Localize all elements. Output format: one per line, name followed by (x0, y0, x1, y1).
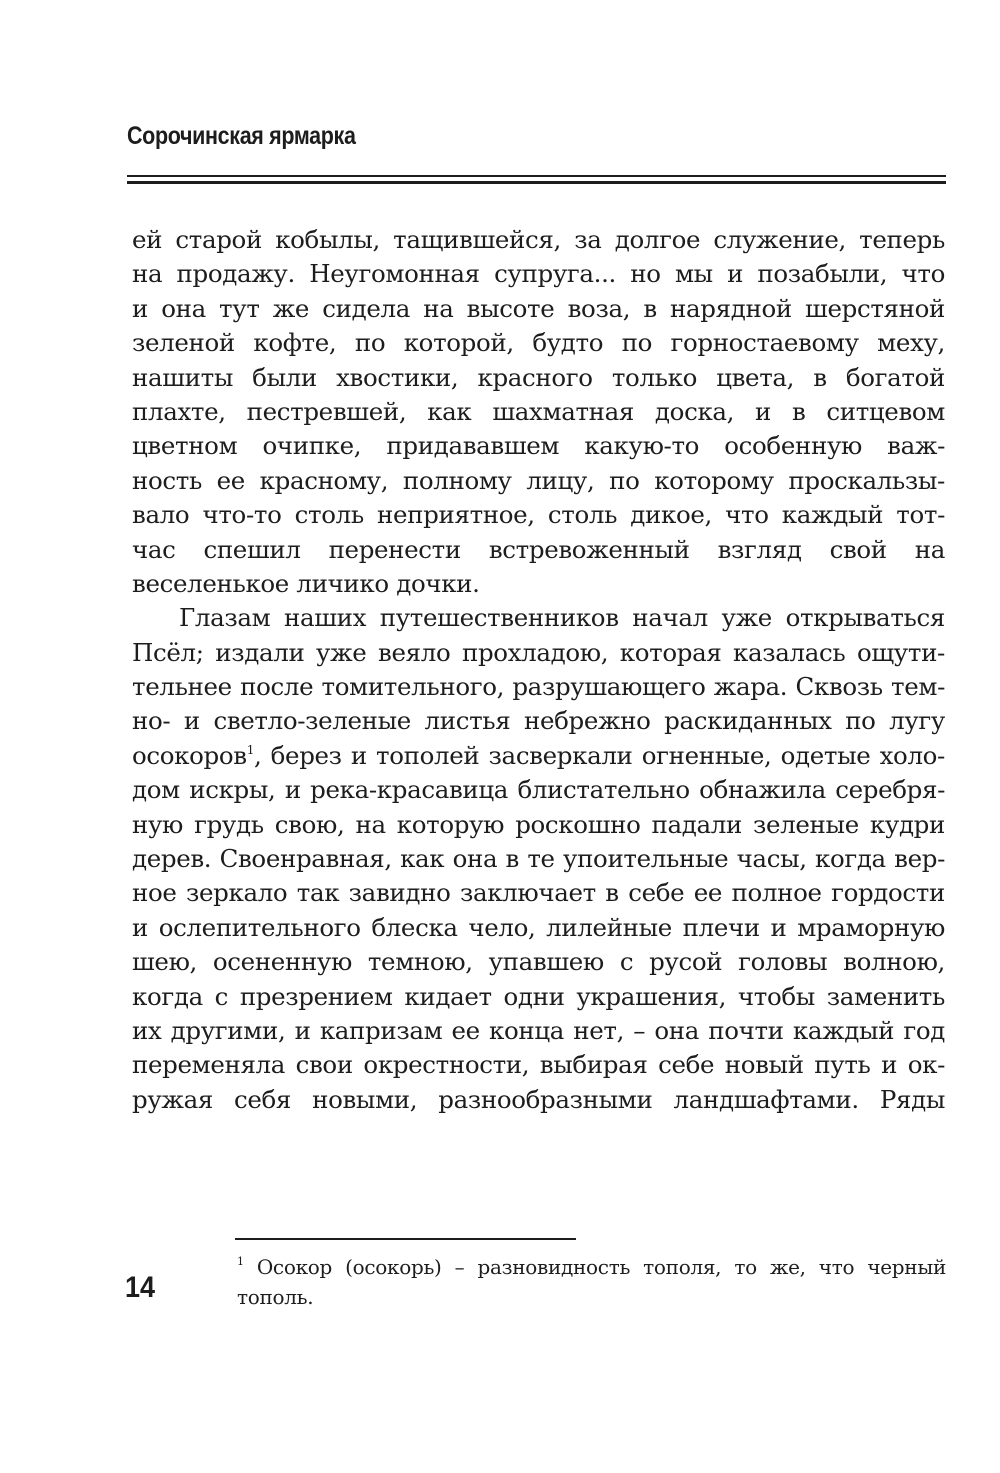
footnote-marker: 1 (237, 1255, 244, 1268)
text-line: веселенькое личико дочки. (132, 568, 480, 598)
text-line: цветном очипке, придававшем какую-то особенную важ- (132, 431, 945, 461)
running-title: Сорочинская ярмарка (127, 122, 356, 150)
text-line-with-footnote-ref (132, 739, 945, 773)
text-line: их другими, и капризам ее конца нет, – она почти каждый год (132, 1015, 945, 1045)
text-line: час спешил перенести встревоженный взгляд свой на (132, 534, 945, 564)
text-line: вало что-то столь неприятное, столь дикое, что каждый тот- (132, 500, 945, 530)
text-line: когда с презрением кидает одни украшения, чтобы заменить (132, 981, 945, 1011)
text-line: тельнее после томительного, разрушающего жара. Сквозь тем- (132, 672, 945, 702)
main-text (132, 223, 945, 1117)
text-line: ружая себя новыми, разнообразными ландшафтами. Ряды (132, 1084, 945, 1114)
text-line: и ослепительного блеска чело, лилейные плечи и мраморную (132, 912, 945, 942)
paragraph-first-line: Глазам наших путешественников начал уже открываться (179, 603, 945, 633)
footnote-line: тополь. (237, 1285, 314, 1309)
text-fragment: осокоров (132, 740, 247, 770)
text-fragment: , берез и тополей засверкали огненные, одетые холо- (254, 740, 945, 770)
text-line: нашиты были хвостики, красного только цвета, в богатой (132, 362, 945, 392)
text-line: переменяла свои окрестности, выбирая себе новый путь и ок- (132, 1050, 945, 1080)
page-number: 14 (125, 1271, 156, 1304)
footnote (237, 1252, 946, 1312)
text-line: дерев. Своенравная, как она в те упоительные часы, когда вер- (132, 844, 945, 874)
footnote-line (237, 1252, 946, 1282)
text-line: зеленой кофте, по которой, будто по горностаевому меху, (132, 328, 945, 358)
text-line: и она тут же сидела на высоте воза, в нарядной шерстяной (132, 293, 945, 323)
text-line: шею, осененную темною, упавшею с русой головы волною, (132, 947, 945, 977)
footnote-text: Осокор (осокорь) – разновидность тополя, то же, что черный (243, 1255, 946, 1279)
text-line: ность ее красному, полному лицу, по которому проскальзы- (132, 465, 945, 495)
text-line: плахте, пестревшей, как шахматная доска, и в ситцевом (132, 396, 945, 426)
header-rule-thick (127, 181, 946, 184)
text-line: ную грудь свою, на которую роскошно падали зеленые кудри (132, 809, 945, 839)
text-line: Псёл; издали уже веяло прохладою, которая казалась ощути- (132, 637, 945, 667)
footnote-separator (235, 1238, 576, 1240)
text-line: ное зеркало так завидно заключает в себе ее полное гордости (132, 878, 945, 908)
text-line: ей старой кобылы, тащившейся, за долгое служение, теперь (132, 225, 945, 254)
footnote-reference[interactable]: 1 (246, 742, 255, 757)
text-line: на продажу. Неугомонная супруга... но мы и позабыли, что (132, 259, 945, 289)
text-line: но- и светло-зеленые листья небрежно раскиданных по лугу (132, 706, 945, 736)
text-line: дом искры, и река-красавица блистательно обнажила серебря- (132, 775, 945, 805)
header-rule-thin (127, 175, 946, 177)
